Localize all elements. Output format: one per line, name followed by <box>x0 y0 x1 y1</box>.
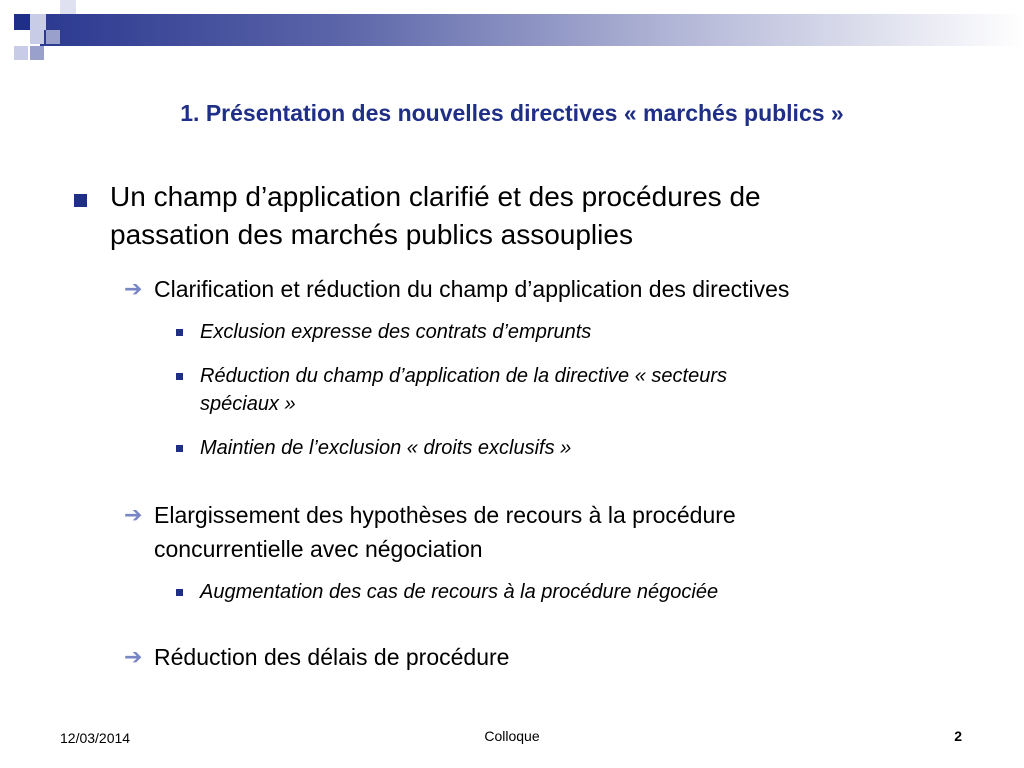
list-item-text: Maintien de l’exclusion « droits exclusifs » <box>200 437 572 459</box>
list-item <box>72 578 972 606</box>
section-heading-clarification <box>72 272 972 306</box>
level1-bullet-item <box>72 178 972 254</box>
section-heading-text-line2: concurrentielle avec négociation <box>154 536 483 562</box>
page-number: 2 <box>954 728 962 744</box>
arrow-right-icon: ➔ <box>124 276 143 301</box>
section-heading-elargissement <box>72 498 972 566</box>
deco-square-light <box>14 46 28 60</box>
list-item <box>72 434 972 462</box>
level1-text-line1: Un champ d’application clarifié et des procédures de <box>110 181 761 212</box>
section-heading-text: Réduction des délais de procédure <box>154 644 510 670</box>
small-square-bullet-icon <box>176 373 183 380</box>
list-item-text-line1: Réduction du champ d’application de la directive « secteurs <box>200 365 727 387</box>
list-item-text: Augmentation des cas de recours à la procédure négociée <box>200 581 719 603</box>
slide-title: 1. Présentation des nouvelles directives « marchés publics » <box>180 100 844 126</box>
small-square-bullet-icon <box>176 589 183 596</box>
small-square-bullet-icon <box>176 329 183 336</box>
deco-square-navy <box>14 14 30 30</box>
list-item-text-line2: spéciaux » <box>200 393 296 415</box>
deco-square-light <box>30 30 44 44</box>
small-square-bullet-icon <box>176 445 183 452</box>
footer-center-text: Colloque <box>484 728 540 744</box>
square-bullet-icon <box>74 194 87 207</box>
deco-square-light <box>60 0 76 14</box>
section-heading-delais <box>72 640 972 674</box>
arrow-right-icon: ➔ <box>124 644 143 669</box>
arrow-right-icon: ➔ <box>124 502 143 527</box>
deco-square-light <box>30 14 46 30</box>
level1-text-line2: passation des marchés publics assouplies <box>110 219 633 250</box>
list-item-text: Exclusion expresse des contrats d’emprunts <box>200 321 592 343</box>
list-item <box>72 362 972 418</box>
list-item <box>72 318 972 346</box>
deco-square-mid <box>46 30 60 44</box>
slide-content <box>72 178 972 674</box>
footer-date: 12/03/2014 <box>60 730 131 746</box>
header-gradient-band <box>40 14 1024 46</box>
section-heading-text-line1: Elargissement des hypothèses de recours à la procédure <box>154 502 736 528</box>
deco-square-mid <box>30 46 44 60</box>
section-heading-text: Clarification et réduction du champ d’application des directives <box>154 276 790 302</box>
